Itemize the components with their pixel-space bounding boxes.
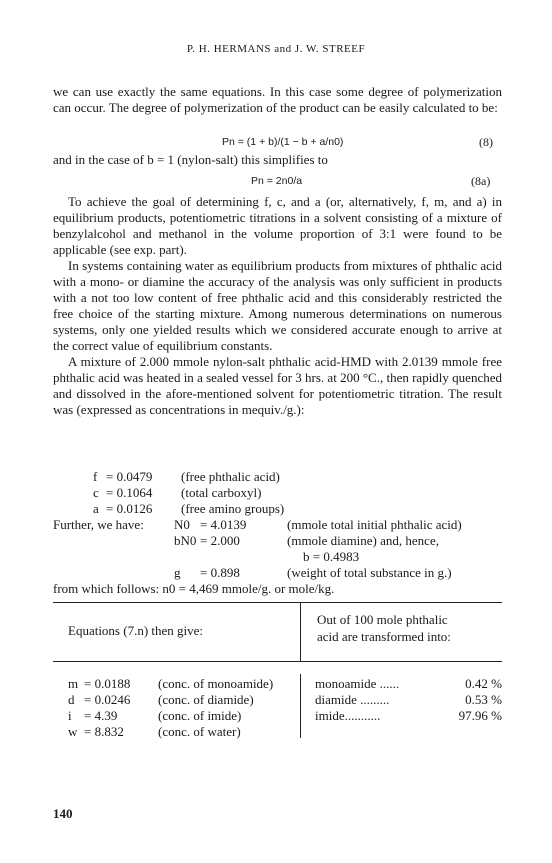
table-right-pct-diamide: 0.53 % xyxy=(465,692,502,707)
n0-description: (mmole total initial phthalic acid) xyxy=(287,517,462,532)
paragraph-intro: we can use exactly the same equations. In this case some degree of polymerization can occur. The degree of polymerization of the product can be easily calculated to be: xyxy=(53,84,502,115)
table-left-header: Equations (7.n) then give: xyxy=(68,623,204,638)
bn0-symbol: bN0 xyxy=(174,533,197,548)
further-lead: Further, we have: xyxy=(53,517,144,532)
table-right-label-imide: imide........... xyxy=(315,708,381,723)
g-value: = 0.898 xyxy=(200,565,240,580)
running-header: P. H. HERMANS and J. W. STREEF xyxy=(186,43,366,55)
table-row-d-symbol: d xyxy=(68,692,75,707)
n0-symbol: N0 xyxy=(174,517,190,532)
bn0-value: = 2.000 xyxy=(200,533,240,548)
table-right-header-line1: Out of 100 mole phthalic xyxy=(317,612,448,627)
body-text-intro xyxy=(53,84,502,116)
body-text-main xyxy=(53,194,502,418)
equation-8a-number: (8a) xyxy=(471,174,491,188)
table-right-header-line2: acid are transformed into: xyxy=(317,629,451,644)
table-right-pct-imide: 97.96 % xyxy=(458,708,502,723)
paragraph-systems: In systems containing water as equilibrium products from mixtures of phthalic acid with a mono- or diamine the accuracy of the analysis was only sufficient in products with a not too low content of free phthalic acid and this considerably restricted the free choice of the starting mixture. Among numerous determinations on numerous systems, only one yielded results which we considered accurate enough to arrive at the correct value of equilibrium constants. xyxy=(53,258,502,353)
table-row-m-value: = 0.0188 xyxy=(84,676,131,691)
g-symbol: g xyxy=(174,565,181,580)
equation-8a: Pn = 2n0/a xyxy=(251,175,303,187)
bn0-description: (mmole diamine) and, hence, xyxy=(287,533,439,548)
table-right-label-diamide: diamide ......... xyxy=(315,692,390,707)
table-header-rule xyxy=(53,661,502,662)
table-row-m-symbol: m xyxy=(68,676,79,691)
table-header-divider xyxy=(300,603,301,661)
table-right-pct-monoamide: 0.42 % xyxy=(465,676,502,691)
table-row-d-value: = 0.0246 xyxy=(84,692,131,707)
page-number: 140 xyxy=(53,806,73,821)
table-right-label-monoamide: monoamide ...... xyxy=(315,676,400,691)
table-row-w-symbol: w xyxy=(68,724,78,739)
table-row-i-desc: (conc. of imide) xyxy=(158,708,242,723)
equation-8: Pn = (1 + b)/(1 − b + a/n0) xyxy=(222,136,344,148)
n0-value: = 4.0139 xyxy=(200,517,247,532)
paragraph-mixture: A mixture of 2.000 mmole nylon-salt phthalic acid-HMD with 2.0139 mmole free phthalic acid was heated in a sealed vessel for 3 hrs. at 200 °C., then rapidly quenched and dissolved in the afore-mentioned solvent for potentiometric titration. The result was (expressed as concentrations in mequiv./g.): xyxy=(53,354,502,417)
table-row-w-value: = 8.832 xyxy=(84,724,124,739)
table-body-divider xyxy=(300,674,301,738)
equation-8-number: (8) xyxy=(479,135,493,149)
table-row-w-desc: (conc. of water) xyxy=(158,724,241,739)
paragraph-simplify: and in the case of b = 1 (nylon-salt) this simplifies to xyxy=(53,152,328,167)
table-row-m-desc: (conc. of monoamide) xyxy=(158,676,274,691)
page: P. H. HERMANS and J. W. STREEF we can use exactly the same equations. In this case some degree of polymerization can occur. The degree of polymerization of the product can be easily calculated to be: Pn = (1 + b)/(1 − b + a/n0) (8) and in the case of b = 1 (nylon-salt) this simplifies to Pn = 2n0/a (8a) To achieve the goal of determining f, c, and a (or, alternatively, f, m, and a) in equilibrium products, potentiometric titrations in a solvent consisting of a mixture of benzylalcohol and methanol in the volume proportion of 3:1 were found to be applicable (see exp. part). In systems containing water as equilibrium products from mixtures of phthalic acid with a mono- or diamine the accuracy of the analysis was only sufficient in products with a not too low content of free phthalic acid and this considerably restricted the free choice of the starting mixture. Among numerous determinations on numerous systems, only one yielded results which we considered accurate enough to arrive at the correct value of equilibrium constants. A mixture of 2.000 mmole nylon-salt phthalic acid-HMD with 2.0139 mmole free phthalic acid was heated in a sealed vessel for 3 hrs. at 200 °C., then rapidly quenched and dissolved in the afore-mentioned solvent for potentiometric titration. The result was (expressed as concentrations in mequiv./g.): f = 0.0479 (free phthalic acid) c = 0.1064 (total carboxyl) a = 0.0126 (free amino groups) Further, we have: N0 = 4.0139 (mmole total initial phthalic acid) bN0 = 2.000 (mmole diamine) and, hence, b = 0.4983 g = 0.898 (weight of total substance in g.) from which follows: n0 = 4,469 mmole/g. or mole/kg. Equations (7.n) then give: Out of 100 mole phthalic acid are transformed into: m = 0.0188 (conc. of monoamide) d = 0.0246 (conc. of diamide) i = 4.39 (conc. of imide) w = 8.832 (conc. of water) monoamide ...... 0.42 % diamide ......... 0.53 % imide........... 97.96 % 140 xyxy=(0,0,552,863)
table-top-rule xyxy=(53,602,502,603)
follows-line: from which follows: n0 = 4,469 mmole/g. or mole/kg. xyxy=(53,581,335,596)
body-text-simplify xyxy=(53,152,502,168)
g-description: (weight of total substance in g.) xyxy=(287,565,452,580)
table-row-d-desc: (conc. of diamide) xyxy=(158,692,254,707)
paragraph-goal: To achieve the goal of determining f, c, and a (or, alternatively, f, m, and a) in equilibrium products, potentiometric titrations in a solvent consisting of a mixture of benzylalcohol and methanol in the volume proportion of 3:1 were found to be applicable (see exp. part). xyxy=(53,194,502,257)
table-row-i-symbol: i xyxy=(68,708,72,723)
table-row-i-value: = 4.39 xyxy=(84,708,118,723)
b-value: b = 0.4983 xyxy=(303,549,360,564)
